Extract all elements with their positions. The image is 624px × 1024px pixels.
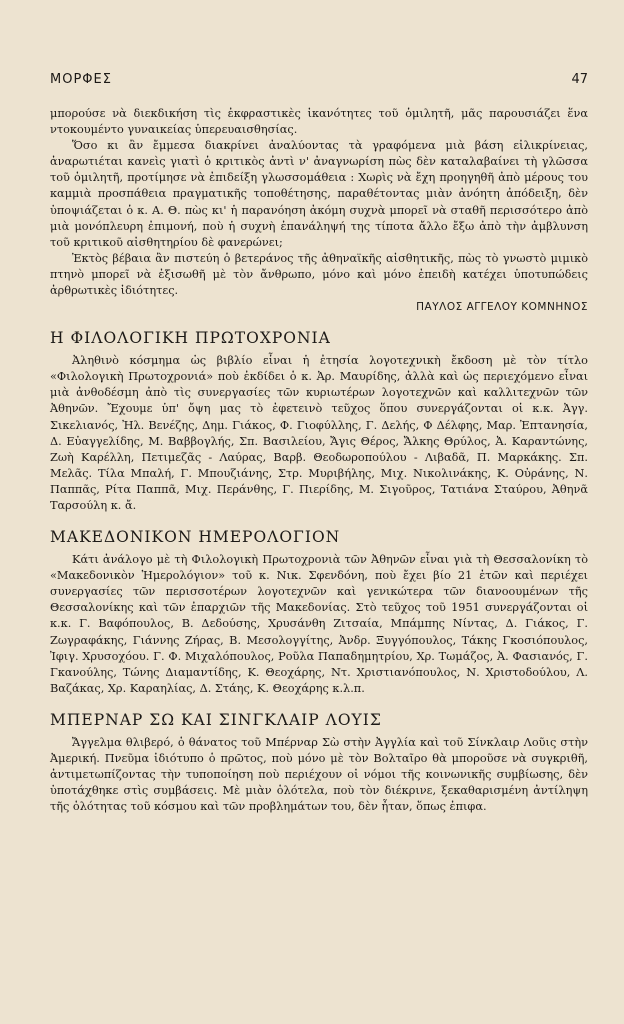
page-body bbox=[50, 106, 588, 815]
review-paragraph: Ὅσο κι ἂν ἔμμεσα διακρίνει ἀναλύοντας τὰ γραφόμενα μιὰ βάση εἰλικρίνειας, ἀναρωτιέται κανεὶς γιατὶ ὁ κριτικὸς ἀντὶ ν' ἀναγνωρίση πὼς δὲν καταλαβαίνει τὴ γλῶσσα τοῦ ὁμιλητῆ, προτίμησε νὰ ἐπιδείξη γλωσσομάθεια : Χωρὶς νὰ ἔχη προηγηθῆ ἀπὸ μέρους του καμμιὰ προσπάθεια πραγματικῆς τοποθέτησης, παραθέτοντας μιὰν ἀνόητη ἀπόδειξη, δὲν ὑποψιάζεται ὁ κ. Α. Θ. πὼς κι' ἡ παρανόηση ἀκόμη συχνὰ μπορεῖ νὰ σταθῆ περισσότερο ἀπὸ μιὰ μονόπλευρη ἐπιμονή, ποὺ ἡ συχνὴ ἐπανάληψή της τίποτα ἄλλο ἔξω ἀπὸ τὴν ἀμβλυνση τοῦ κριτικοῦ αἰσθητηρίου δὲ φανερώνει; bbox=[50, 139, 588, 249]
section-paragraph: Ἀληθινὸ κόσμημα ὡς βιβλίο εἶναι ἡ ἐτησία λογοτεχνικὴ ἔκδοση μὲ τὸν τίτλο «Φιλολογικὴ Πρωτοχρονιά» ποὺ ἐκδίδει ὁ κ. Ἀρ. Μαυρίδης, ἀλλὰ καὶ ὡς περιεχόμενο εἶναι μιὰ ἀνθοδέσμη ἀπὸ τὶς συνεργασίες τῶν κυριωτέρων λογοτεχνῶν καὶ καλλιτεχνῶν τῶν Ἀθηνῶν. Ἔχουμε ὑπ' ὄψη μας τὸ ἐφετεινὸ τεῦχος ὅπου συνεργάζονται οἱ κ.κ. Ἀγγ. Σικελιανός, Ἠλ. Βενέζης, Δημ. Γιάκος, Φ. Γιοφύλλης, Γ. Δελής, Φ Δέλφης, Μαρ. Ἐπτανησία, Δ. Εὐαγγελίδης, Μ. Βαββογλής, Σπ. Βασιλείου, Ἄγις Θέρος, Ἄλκης Θρύλος, Ἀ. Καραντώνης, Ζωὴ Καρέλλη, Πετιμεζᾶς - Λαύρας, Βαρβ. Θεοδωροπούλου - Λιβαδᾶ, Π. Μαρκάκης. Σπ. Μελᾶς. Τίλα Μπαλή, Γ. Μπουζιάνης, Στρ. Μυριβήλης, Μιχ. Νικολινάκης, Κ. Οὐράνης, Ν. Παππᾶς, Ρίτα Παππᾶ, Μιχ. Περάνθης, Γ. Πιερίδης, Μ. Σιγοῦρος, Τατιάνα Σταύρου, Ἀθηνᾶ Ταρσούλη κ. ἄ. bbox=[50, 354, 588, 512]
journal-name: ΜΟΡΦΕΣ bbox=[50, 72, 112, 87]
author-signature: ΠΑΥΛΟΣ ΑΓΓΕΛΟΥ ΚΟΜΝΗΝΟΣ bbox=[416, 301, 588, 314]
review-paragraph: μπορούσε νὰ διεκδικήση τὶς ἐκφραστικὲς ἱκανότητες τοῦ ὁμιλητῆ, μᾶς παρουσιάζει ἕνα ντοκουμέντο γυναικείας ὑπερευαισθησίας. bbox=[50, 107, 588, 137]
section-paragraph: Ἄγγελμα θλιβερό, ὁ θάνατος τοῦ Μπέρναρ Σὼ στὴν Ἀγγλία καὶ τοῦ Σίνκλαιρ Λοῦις στὴν Ἀμερική. Πνεῦμα ἰδιότυπο ὁ πρῶτος, ποὺ μόνο μὲ τὸν Βολταῖρο θὰ μποροῦσε νὰ συγκριθῆ, ἀντιμετωπίζοντας τὴν τυποποίηση ποὺ περιέχουν οἱ νόμοι τῆς κοινωνικῆς συμβίωσης, δὲν ὑποτάχθηκε στὶς συμβάσεις. Μὲ μιὰν ὁλότελα, ποὺ τὸν διέκρινε, ξεκαθαρισμένη ἀντίληψη τῆς ὁλότητας τοῦ κόσμου καὶ τῶν προβλημάτων του, δὲν ἦταν, ὅπως ἐπιφα. bbox=[50, 735, 588, 814]
running-header bbox=[50, 72, 588, 87]
section-heading: ΜΠΕΡΝΑΡ ΣΩ ΚΑΙ ΣΙΝΓΚΛΑΙΡ ΛΟΥΙΣ bbox=[50, 710, 382, 729]
section-heading: ΜΑΚΕΔΟΝΙΚΟΝ ΗΜΕΡΟΛΟΓΙΟΝ bbox=[50, 528, 341, 547]
section-paragraph: Κάτι ἀνάλογο μὲ τὴ Φιλολογικὴ Πρωτοχρονιὰ τῶν Ἀθηνῶν εἶναι γιὰ τὴ Θεσσαλονίκη τὸ «Μακεδονικὸν Ἡμερολόγιον» τοῦ κ. Νικ. Σφενδόνη, ποὺ ἔχει βίο 21 ἐτῶν καὶ περιέχει συνεργασίες τῶν περισσοτέρων λογοτεχνῶν καὶ γενικώτερα τῶν διανοουμένων τῆς Θεσσαλονίκης καὶ τῶν ἐπαρχιῶν τῆς Μακεδονίας. Στὸ τεῦχος τοῦ 1951 συνεργάζονται οἱ κ.κ. Γ. Βαφόπουλος, Β. Δεδούσης, Χρυσάνθη Ζιτσαία, Μπάμπης Νίντας, Δ. Γιάκος, Γ. Ζωγραφάκης, Γιάννης Ζήρας, Β. Μεσολογγίτης, Ἀνδρ. Ξυγγόπουλος, Τάκης Γκοσιόπουλος, Ἰφιγ. Χρυσοχόου. Γ. Φ. Μιχαλόπουλος, Ροῦλα Παπαδημητρίου, Χρ. Τωμάζος, Ἀ. Φασιανός, Γ. Γκανούλης, Τώνης Διαμαντίδης, Κ. Θεοχάρης, Ντ. Χριστιανόπουλος, Ν. Χριστοδούλου, Λ. Βαζάκας, Χρ. Καραηλίας, Δ. Στάης, Κ. Θεοχάρης κ.λ.π. bbox=[50, 553, 588, 695]
page-number: 47 bbox=[571, 72, 588, 87]
section-heading: Η ΦΙΛΟΛΟΓΙΚΗ ΠΡΩΤΟΧΡΟΝΙΑ bbox=[50, 329, 331, 348]
review-paragraph: Ἐκτὸς βέβαια ἂν πιστεύη ὁ βετεράνος τῆς ἀθηναϊκῆς αἰσθητικῆς, πὼς τὸ γνωστὸ μιμικὸ πτηνὸ μπορεῖ νὰ ἐξισωθῆ μὲ τὸν ἄνθρωπο, μόνο καὶ μόνο ἐπειδὴ κατέχει ὑποτυπώδεις ἀρθρωτικὲς ἰδιότητες. bbox=[50, 251, 588, 298]
